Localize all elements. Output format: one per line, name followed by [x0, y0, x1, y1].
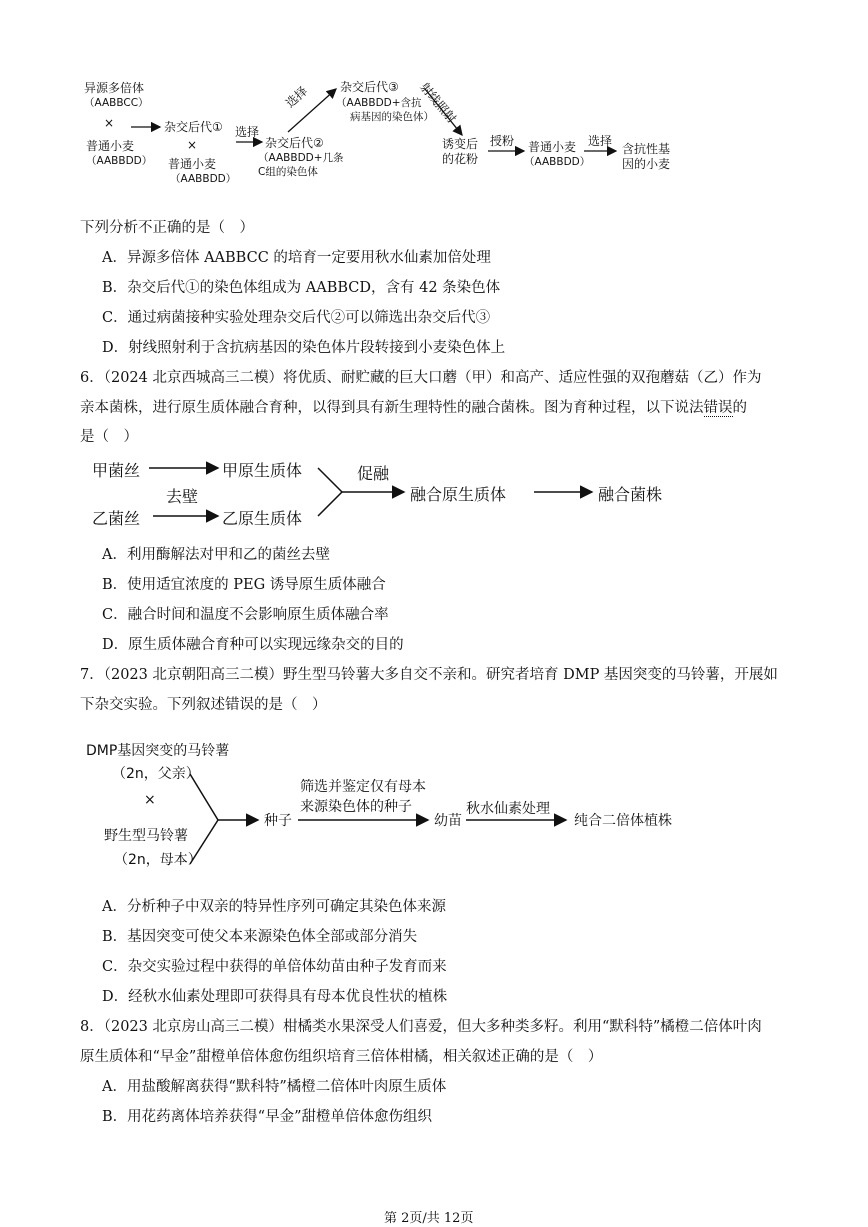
node-allopolyploid: 异源多倍体 [84, 81, 145, 95]
node-offspring-2: 杂交后代② [265, 136, 324, 150]
q5-option-b: B．杂交后代①的染色体组成为 AABBCD，含有 42 条染色体 [102, 280, 501, 296]
q5-stem: 下列分析不正确的是（ ） [80, 220, 254, 236]
node-offspring-2-desc2: C组的染色体 [258, 166, 318, 178]
q6-line-2-text: 亲本菌株，进行原生质体融合育种，以得到具有新生理特性的融合菌株。图为育种过程，以下说法 [80, 400, 704, 416]
label-screen-1: 筛选并鉴定仅有母本 [300, 779, 426, 795]
q8-option-b: B．用花药离体培养获得“早金”甜橙单倍体愈伤组织 [102, 1109, 432, 1125]
cross-symbol-3: × [144, 792, 156, 808]
node-common-wheat-genotype: （AABBDD） [86, 155, 153, 167]
node-offspring-3-desc2: 病基因的染色体） [350, 111, 434, 123]
label-select-3: 选择 [588, 134, 613, 148]
page-footer: 第 2页/共 12页 [384, 1211, 474, 1226]
node-offspring-3-desc: （AABBDD+含抗 [336, 97, 422, 109]
q8-option-a: A．用盐酸解离获得“默科特”橘橙二倍体叶肉原生质体 [102, 1079, 447, 1095]
q6-option-d: D．原生质体融合育种可以实现远缘杂交的目的 [102, 637, 404, 653]
node-b-protoplast: 乙原生质体 [222, 509, 303, 528]
node-resistant-wheat: 含抗性基 [622, 142, 671, 156]
q6-line-1: 6．（2024 北京西城高三二模）将优质、耐贮藏的巨大口蘑（甲）和高产、适应性强的双孢蘑菇（乙）作为 [80, 370, 762, 386]
q6-line-2-end: 的 [732, 400, 747, 416]
node-offspring-1: 杂交后代① [164, 120, 223, 134]
q6-line-3: 是（ ） [80, 429, 138, 445]
label-colchicine: 秋水仙素处理 [466, 801, 550, 817]
node-dmp-mutant: DMP基因突变的马铃薯 [86, 743, 230, 759]
q5-option-c: C．通过病菌接种实验处理杂交后代②可以筛选出杂交后代③ [102, 310, 491, 326]
label-remove-wall: 去壁 [166, 487, 199, 506]
node-homozygous-diploid: 纯合二倍体植株 [574, 813, 672, 829]
node-common-wheat: 普通小麦 [86, 139, 135, 153]
node-a-hypha: 甲菌丝 [92, 461, 141, 480]
node-b-hypha: 乙菌丝 [92, 509, 141, 528]
q7-option-d: D．经秋水仙素处理即可获得具有母本优良性状的植株 [102, 989, 448, 1005]
label-promote-fusion: 促融 [357, 464, 390, 483]
cross-symbol-2: × [187, 138, 198, 152]
label-screen-2: 来源染色体的种子 [300, 799, 412, 815]
label-radiation: 射线照射 [417, 80, 459, 126]
q6-option-c: C．融合时间和温度不会影响原生质体融合率 [102, 607, 389, 623]
node-a-protoplast: 甲原生质体 [222, 461, 303, 480]
node-wild-potato-info: （2n，母本） [114, 852, 202, 868]
q8-line-2: 原生质体和“早金”甜橙单倍体愈伤组织培育三倍体柑橘，相关叙述正确的是（ ） [80, 1049, 603, 1065]
node-seedling: 幼苗 [434, 813, 462, 829]
cross-symbol: × [104, 116, 115, 130]
node-common-wheat-2: 普通小麦 [168, 157, 217, 171]
q6-emphasis-wrong: 错误 [703, 400, 733, 416]
q5-option-d: D．射线照射利于含抗病基因的染色体片段转接到小麦染色体上 [102, 340, 506, 356]
node-resistant-wheat-2: 因的小麦 [622, 157, 671, 171]
node-dmp-mutant-info: （2n，父亲） [112, 766, 200, 782]
node-wild-potato: 野生型马铃薯 [104, 828, 188, 844]
node-common-wheat-3-genotype: （AABBDD） [524, 156, 591, 168]
node-common-wheat-2-genotype: （AABBDD） [170, 173, 237, 185]
q7-option-b: B．基因突变可使父本来源染色体全部或部分消失 [102, 929, 418, 945]
label-pollinate: 授粉 [490, 134, 515, 148]
node-mutated-pollen: 诱变后 [442, 137, 479, 151]
q7-line-1: 7．（2023 北京朝阳高三二模）野生型马铃薯大多自交不亲和。研究者培育 DMP 基因突变的马铃薯，开展如 [80, 667, 778, 683]
q7-option-a: A．分析种子中双亲的特异性序列可确定其染色体来源 [102, 899, 446, 915]
node-seed: 种子 [264, 813, 292, 829]
q6-option-b: B．使用适宜浓度的 PEG 诱导原生质体融合 [102, 577, 386, 593]
node-common-wheat-3: 普通小麦 [528, 140, 577, 154]
q8-line-1: 8．（2023 北京房山高三二模）柑橘类水果深受人们喜爱，但大多种类多籽。利用“默科特”橘橙二倍体叶肉 [80, 1019, 762, 1035]
node-offspring-2-desc: （AABBDD+几条 [258, 152, 344, 164]
q7-line-2: 下杂交实验。下列叙述错误的是（ ） [80, 697, 327, 713]
node-offspring-3: 杂交后代③ [340, 80, 399, 94]
q7-option-c: C．杂交实验过程中获得的单倍体幼苗由种子发育而来 [102, 959, 447, 975]
node-allopolyploid-genotype: （AABBCC） [84, 97, 149, 109]
q6-option-a: A．利用酶解法对甲和乙的菌丝去壁 [102, 547, 330, 563]
node-fused-strain: 融合菌株 [598, 485, 663, 504]
label-select-2: 选择 [283, 83, 311, 111]
label-select-1: 选择 [235, 125, 260, 139]
node-mutated-pollen-2: 的花粉 [442, 152, 479, 166]
node-fused-protoplast: 融合原生质体 [410, 485, 507, 504]
q5-option-a: A．异源多倍体 AABBCC 的培育一定要用秋水仙素加倍处理 [102, 250, 491, 266]
